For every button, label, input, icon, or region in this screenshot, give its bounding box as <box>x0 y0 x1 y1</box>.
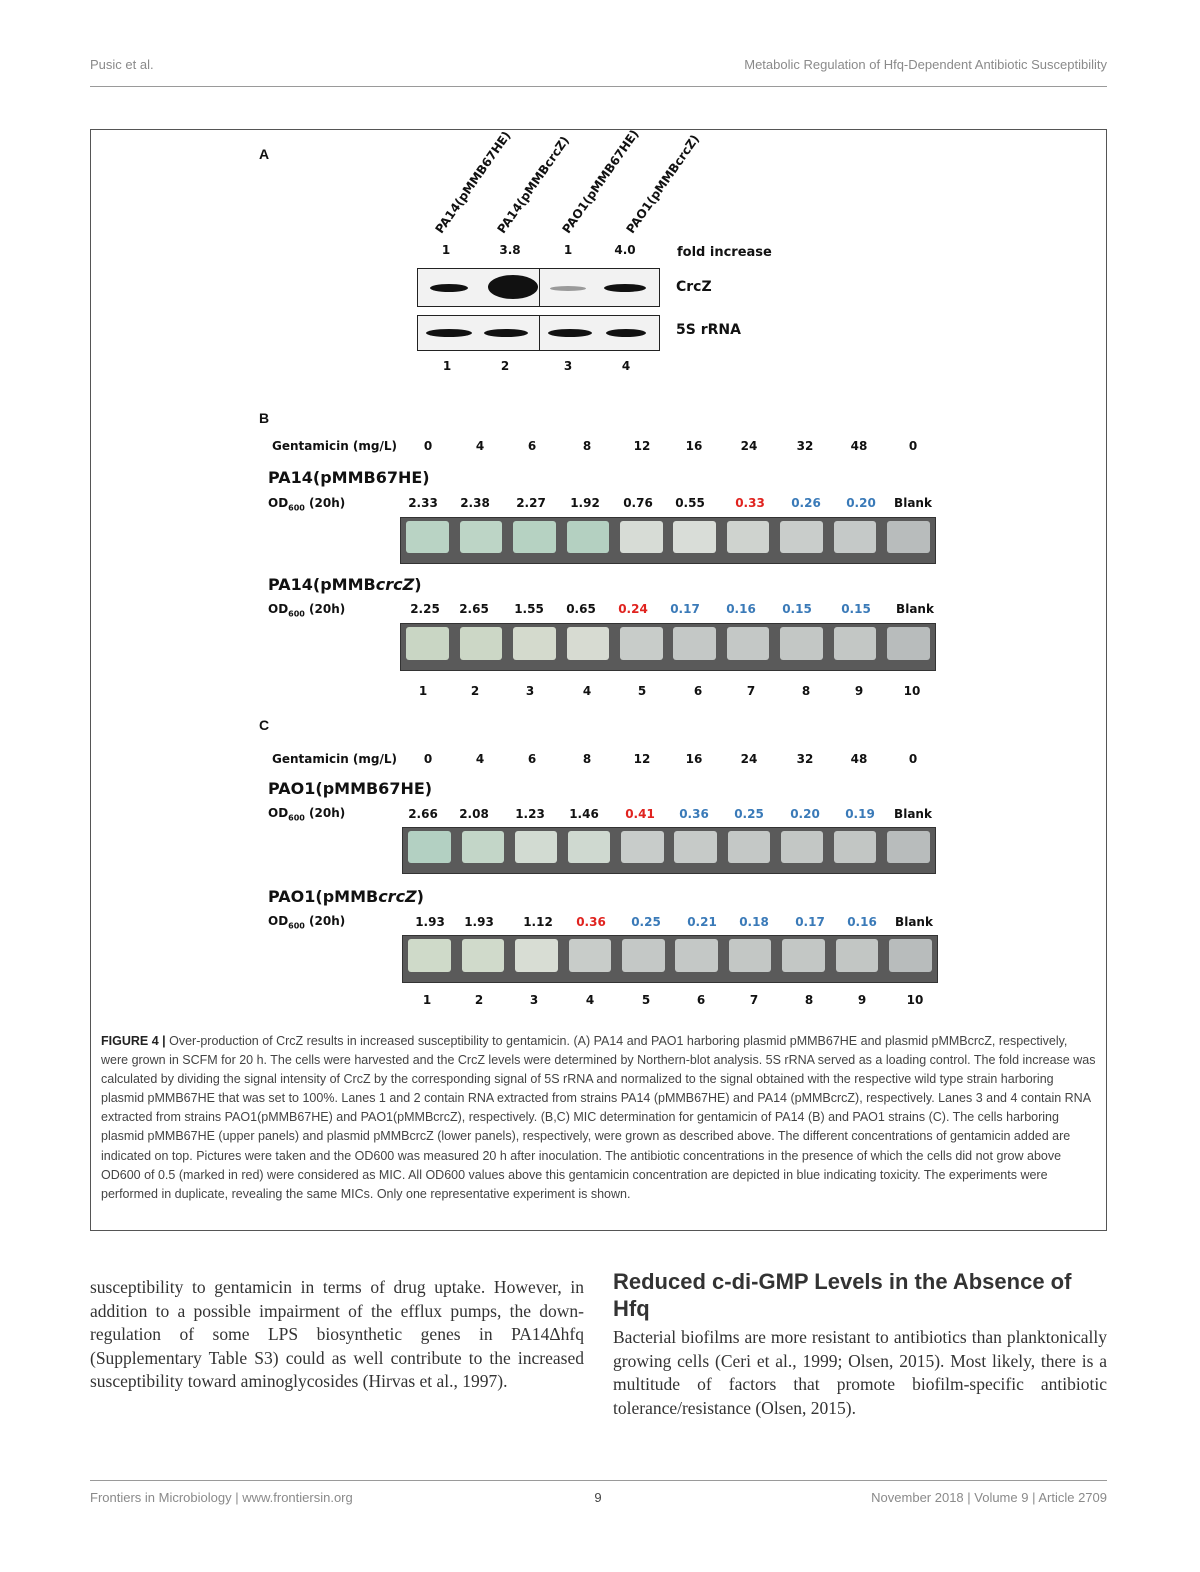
footer-rule <box>90 1480 1107 1481</box>
c-tubes1-tube-2 <box>462 831 505 863</box>
c-conc-value-5: 12 <box>633 752 651 766</box>
c-lane-number-6: 6 <box>696 993 706 1007</box>
c-conc-value-9: 48 <box>850 752 868 766</box>
blot-lane-3: 3 <box>563 359 573 373</box>
c-tubes1-tube-6 <box>674 831 717 863</box>
b-tubes1-tube-3 <box>513 521 556 553</box>
right-column-paragraph: Bacterial biofilms are more resistant to antibiotics than planktonically growing cells (Ceri et al., 1999; Olsen, 2015). Most likely, there is a multitude of factors that promote biofilm-specific antibiotic tolerance/resistance (Olsen, 2015). <box>613 1327 1107 1418</box>
b-tubes1-tube-1 <box>406 521 449 553</box>
c-conc-value-10: 0 <box>908 752 918 766</box>
c-strain2-od-9: 0.16 <box>847 915 877 929</box>
c-tubes1-tube-4 <box>568 831 611 863</box>
b-strain1-od-8: 0.26 <box>791 496 821 510</box>
b-lane-number-8: 8 <box>801 684 811 698</box>
c-lane-number-2: 2 <box>474 993 484 1007</box>
b-strain1-od-4: 1.92 <box>570 496 600 510</box>
blot-lane-4: 4 <box>621 359 631 373</box>
c-strain1-od-8: 0.20 <box>790 807 820 821</box>
fold-increase-label: fold increase <box>677 245 772 260</box>
b-strain1-od-6: 0.55 <box>675 496 705 510</box>
c-conc-value-6: 16 <box>685 752 703 766</box>
b-lane-number-9: 9 <box>854 684 864 698</box>
c-lane-number-10: 10 <box>906 993 924 1007</box>
panel-c-strain1-name: PAO1(pMMB67HE) <box>268 779 433 798</box>
b-strain1-od-10: Blank <box>894 496 932 510</box>
c-strain1-od-7: 0.25 <box>734 807 764 821</box>
c-lane-number-8: 8 <box>804 993 814 1007</box>
running-title: Metabolic Regulation of Hfq-Dependent Antibiotic Susceptibility <box>744 57 1107 72</box>
b-conc-value-1: 0 <box>423 439 433 453</box>
b-tubes2-tube-4 <box>567 627 610 660</box>
c-tubes2-tube-8 <box>782 939 825 972</box>
b-lane-number-2: 2 <box>470 684 480 698</box>
c-strain1-od-2: 2.08 <box>459 807 489 821</box>
c-strain2-od-5: 0.25 <box>631 915 661 929</box>
panel-b-strain2-name: PA14(pMMBcrcZ) <box>268 575 422 594</box>
c-tubes2-tube-9 <box>836 939 879 972</box>
b-strain1-od-3: 2.27 <box>516 496 546 510</box>
running-author: Pusic et al. <box>90 57 154 72</box>
b-strain2-od-4: 0.65 <box>566 602 596 616</box>
panel-b-strain1-tube-photo <box>400 517 936 564</box>
panel-c-strain2-od-label: $OD_{600}$ (20h) <box>268 914 346 931</box>
b-strain2-od-2: 2.65 <box>459 602 489 616</box>
c-strain1-od-4: 1.46 <box>569 807 599 821</box>
c-tubes2-tube-4 <box>569 939 612 972</box>
c-strain1-od-10: Blank <box>894 807 932 821</box>
b-lane-number-5: 5 <box>637 684 647 698</box>
b-tubes2-tube-10 <box>887 627 930 660</box>
c-conc-value-4: 8 <box>582 752 592 766</box>
c-tubes2-tube-7 <box>729 939 772 972</box>
c-tubes2-tube-1 <box>408 939 451 972</box>
b-lane-number-6: 6 <box>693 684 703 698</box>
lane-label-2: PA14(pMMBcrcZ) <box>494 133 573 236</box>
b-lane-number-7: 7 <box>746 684 756 698</box>
rrna-label: 5S rRNA <box>676 322 741 338</box>
b-lane-number-10: 10 <box>903 684 921 698</box>
b-tubes1-tube-2 <box>460 521 503 553</box>
b-tubes2-tube-5 <box>620 627 663 660</box>
b-strain2-od-5: 0.24 <box>618 602 648 616</box>
c-strain1-od-5: 0.41 <box>625 807 655 821</box>
panel-b-letter: B <box>259 410 270 426</box>
c-lane-number-4: 4 <box>585 993 595 1007</box>
rrna-blot <box>417 315 660 351</box>
b-tubes1-tube-9 <box>834 521 877 553</box>
footer-issue: November 2018 | Volume 9 | Article 2709 <box>871 1490 1107 1505</box>
b-tubes1-tube-7 <box>727 521 770 553</box>
c-tubes1-tube-8 <box>781 831 824 863</box>
fold-value-2: 3.8 <box>499 243 521 257</box>
b-tubes2-tube-7 <box>727 627 770 660</box>
b-strain2-od-1: 2.25 <box>410 602 440 616</box>
b-tubes2-tube-2 <box>460 627 503 660</box>
c-strain2-od-7: 0.18 <box>739 915 769 929</box>
c-tubes2-tube-10 <box>889 939 932 972</box>
c-tubes1-tube-1 <box>408 831 451 863</box>
b-tubes2-tube-9 <box>834 627 877 660</box>
b-tubes2-tube-6 <box>673 627 716 660</box>
b-conc-value-4: 8 <box>582 439 592 453</box>
c-conc-value-3: 6 <box>527 752 537 766</box>
lane-label-1: PA14(pMMB67HE) <box>432 128 514 236</box>
lane-label-4: PAO1(pMMBcrcZ) <box>623 132 703 236</box>
c-tubes1-tube-5 <box>621 831 664 863</box>
c-tubes2-tube-3 <box>515 939 558 972</box>
b-strain2-od-8: 0.15 <box>782 602 812 616</box>
panel-c-gentamicin-label: Gentamicin (mg/L) <box>272 752 398 766</box>
c-strain2-od-10: Blank <box>895 915 933 929</box>
panel-b-strain2-od-label: $OD_{600}$ (20h) <box>268 602 346 619</box>
b-tubes2-tube-8 <box>780 627 823 660</box>
caption-label: FIGURE 4 | <box>101 1034 166 1048</box>
page-number: 9 <box>594 1490 602 1505</box>
b-strain2-od-9: 0.15 <box>841 602 871 616</box>
c-strain2-od-2: 1.93 <box>464 915 494 929</box>
c-tubes2-tube-6 <box>675 939 718 972</box>
b-tubes1-tube-6 <box>673 521 716 553</box>
blot-lane-2: 2 <box>500 359 510 373</box>
b-lane-number-3: 3 <box>525 684 535 698</box>
figure-caption <box>101 1032 1097 1204</box>
header-rule <box>90 86 1107 87</box>
fold-value-1: 1 <box>441 243 451 257</box>
c-tubes2-tube-2 <box>462 939 505 972</box>
panel-b-strain1-od-label: $OD_{600}$ (20h) <box>268 496 346 513</box>
left-column-paragraph: susceptibility to gentamicin in terms of drug uptake. However, in addition to a possible impairment of the efflux pumps, the down-regulation of some LPS biosynthetic genes in PA14Δhfq (Supplementary Table S3) could as well contribute to the increased susceptibility toward aminoglycosides (Hirvas et al., 1997). <box>90 1277 584 1391</box>
b-conc-value-8: 32 <box>796 439 814 453</box>
b-tubes2-tube-1 <box>406 627 449 660</box>
c-strain2-od-6: 0.21 <box>687 915 717 929</box>
b-conc-value-2: 4 <box>475 439 485 453</box>
c-tubes1-tube-9 <box>834 831 877 863</box>
c-strain2-od-4: 0.36 <box>576 915 606 929</box>
b-strain1-od-5: 0.76 <box>623 496 653 510</box>
b-strain2-od-10: Blank <box>896 602 934 616</box>
b-conc-value-7: 24 <box>740 439 758 453</box>
c-strain1-od-6: 0.36 <box>679 807 709 821</box>
crcz-blot <box>417 268 660 307</box>
lane-label-3: PAO1(pMMB67HE) <box>559 127 642 236</box>
c-conc-value-2: 4 <box>475 752 485 766</box>
blot-lane-1: 1 <box>442 359 452 373</box>
fold-value-4: 4.0 <box>614 243 636 257</box>
c-tubes2-tube-5 <box>622 939 665 972</box>
panel-b-strain1-name: PA14(pMMB67HE) <box>268 468 430 487</box>
caption-text: Over-production of CrcZ results in increased susceptibility to gentamicin. (A) PA14 and PAO1 harboring plasmid pMMB67HE and plasmid pMMBcrcZ, respectively, were grown in SCFM for 20 h. The cells were harvested and the CrcZ levels were determined by Northern-blot analysis. 5S rRNA served as a loading control. The fold increase was calculated by dividing the signal intensity of CrcZ by the corresponding signal of 5S rRNA and normalized to the signal obtained with the respective wild type strain harboring plasmid pMMB67HE that was set to 100%. Lanes 1 and 2 contain RNA extracted from strains PA14 (pMMB67HE) and PA14 (pMMBcrcZ), respectively. Lanes 3 and 4 contain RNA extracted from strains PAO1(pMMB67HE) and PAO1(pMMBcrcZ), respectively. (B,C) MIC determination for gentamicin of PA14 (B) and PAO1 strains (C). The cells harboring plasmid pMMB67HE (upper panels) and plasmid pMMBcrcZ (lower panels), respectively, were grown as described above. The different concentrations of gentamicin added are indicated on top. Pictures were taken and the OD600 was measured 20 h after inoculation. The antibiotic concentrations in the presence of which the cells did not grow above OD600 of 0.5 (marked in red) were considered as MIC. All OD600 values above this gentamicin concentration are depicted in blue indicating toxicity. The experiments were performed in duplicate, revealing the same MICs. Only one representative experiment is shown. <box>101 1034 1096 1201</box>
b-strain2-od-7: 0.16 <box>726 602 756 616</box>
c-conc-value-7: 24 <box>740 752 758 766</box>
c-lane-number-5: 5 <box>641 993 651 1007</box>
b-strain1-od-9: 0.20 <box>846 496 876 510</box>
c-tubes1-tube-7 <box>728 831 771 863</box>
panel-c-strain2-name: PAO1(pMMBcrcZ) <box>268 887 424 906</box>
b-strain2-od-6: 0.17 <box>670 602 700 616</box>
panel-a-letter: A <box>259 146 270 162</box>
c-lane-number-1: 1 <box>422 993 432 1007</box>
b-tubes1-tube-8 <box>780 521 823 553</box>
b-conc-value-5: 12 <box>633 439 651 453</box>
panel-c-strain1-od-label: $OD_{600}$ (20h) <box>268 806 346 823</box>
b-strain2-od-3: 1.55 <box>514 602 544 616</box>
fold-value-3: 1 <box>563 243 573 257</box>
b-strain1-od-1: 2.33 <box>408 496 438 510</box>
c-conc-value-1: 0 <box>423 752 433 766</box>
b-conc-value-3: 6 <box>527 439 537 453</box>
c-lane-number-9: 9 <box>857 993 867 1007</box>
panel-b-strain2-tube-photo <box>400 623 936 671</box>
b-lane-number-4: 4 <box>582 684 592 698</box>
c-strain1-od-3: 1.23 <box>515 807 545 821</box>
c-tubes1-tube-10 <box>887 831 930 863</box>
c-strain2-od-3: 1.12 <box>523 915 553 929</box>
c-lane-number-3: 3 <box>529 993 539 1007</box>
crcz-label: CrcZ <box>676 279 712 295</box>
b-tubes1-tube-5 <box>620 521 663 553</box>
b-lane-number-1: 1 <box>418 684 428 698</box>
b-conc-value-10: 0 <box>908 439 918 453</box>
panel-c-strain2-tube-photo <box>402 935 938 983</box>
b-tubes1-tube-4 <box>567 521 610 553</box>
b-conc-value-6: 16 <box>685 439 703 453</box>
b-strain1-od-7: 0.33 <box>735 496 765 510</box>
section-heading: Reduced c-di-GMP Levels in the Absence of Hfq <box>613 1269 1072 1321</box>
c-lane-number-7: 7 <box>749 993 759 1007</box>
footer-journal: Frontiers in Microbiology | www.frontiersin.org <box>90 1490 353 1505</box>
b-strain1-od-2: 2.38 <box>460 496 490 510</box>
c-strain1-od-9: 0.19 <box>845 807 875 821</box>
c-conc-value-8: 32 <box>796 752 814 766</box>
panel-c-letter: C <box>259 717 270 733</box>
c-strain1-od-1: 2.66 <box>408 807 438 821</box>
b-conc-value-9: 48 <box>850 439 868 453</box>
b-tubes1-tube-10 <box>887 521 930 553</box>
b-tubes2-tube-3 <box>513 627 556 660</box>
c-strain2-od-8: 0.17 <box>795 915 825 929</box>
panel-b-gentamicin-label: Gentamicin (mg/L) <box>272 439 398 453</box>
c-tubes1-tube-3 <box>515 831 558 863</box>
c-strain2-od-1: 1.93 <box>415 915 445 929</box>
panel-c-strain1-tube-photo <box>402 827 936 874</box>
